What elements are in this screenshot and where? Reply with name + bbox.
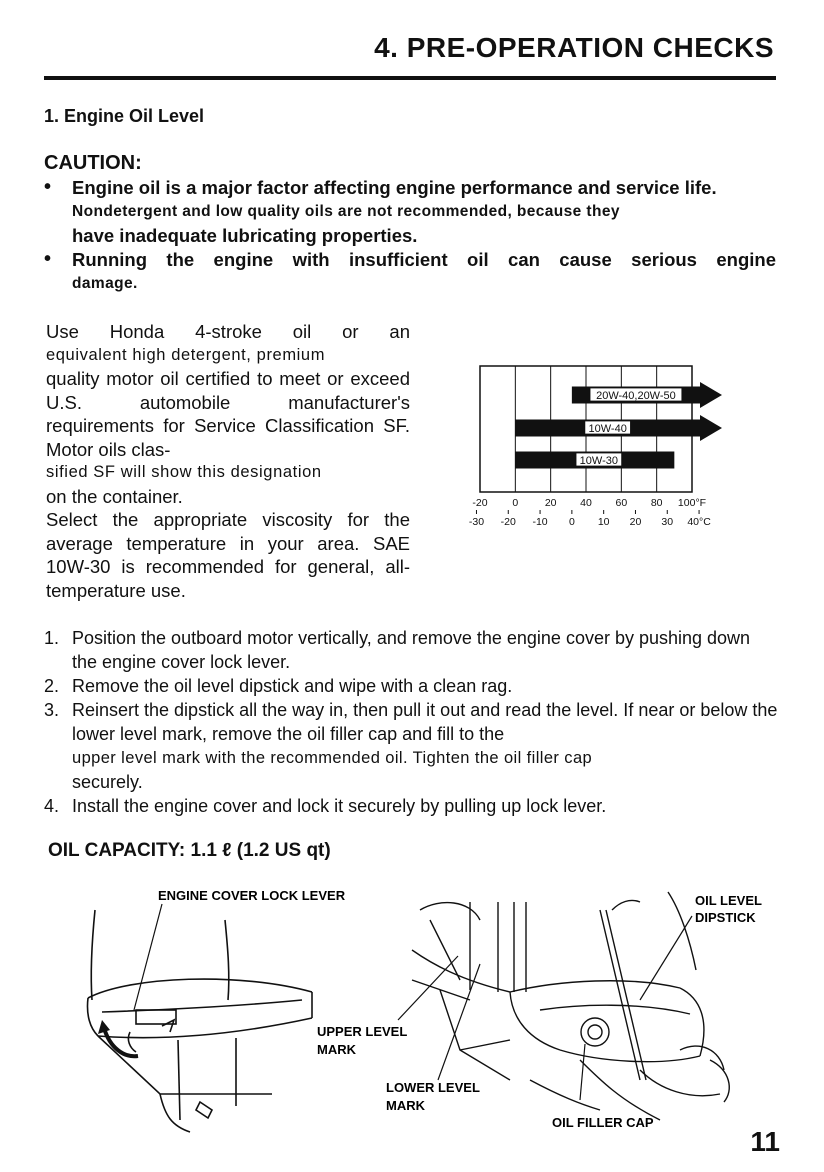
oil-capacity: OIL CAPACITY: 1.1 ℓ (1.2 US qt) (48, 840, 331, 861)
arrow-head-icon (98, 1020, 110, 1034)
intro-line: equivalent high detergent, premium (46, 345, 326, 364)
intro-paragraph (46, 320, 410, 602)
label-lower-level: LOWER LEVEL (386, 1080, 480, 1095)
label-upper-level: UPPER LEVEL (317, 1024, 408, 1039)
chart-bars (515, 382, 722, 469)
caution-item-2 (44, 248, 776, 296)
label-filler-cap: OIL FILLER CAP (552, 1115, 654, 1130)
label-dipstick: OIL LEVEL (695, 893, 762, 908)
chart-tick-label-c: -30 (468, 516, 485, 528)
page-number: 11 (750, 1126, 780, 1157)
step-text: Install the engine cover and lock it securely by pulling up lock lever. (72, 796, 607, 816)
bullet-icon: • (44, 248, 52, 270)
chart-tick-label-f: -20 (472, 497, 488, 509)
chart-bar-arrow-icon (700, 415, 722, 441)
engine-illustration-svg (40, 880, 780, 1140)
leader-lines (134, 904, 692, 1100)
header-rule (44, 76, 776, 80)
viscosity-chart-svg (440, 350, 740, 535)
chart-bar-label: 20W-40,20W-50 (596, 390, 676, 402)
step-number: 1. (44, 628, 60, 648)
intro-line: on the container. (46, 485, 183, 507)
step-text: securely. (72, 772, 143, 792)
intro-line: sified SF will show this designation (46, 463, 322, 481)
engine-illustration (40, 880, 780, 1140)
chart-tick-label-c: 20 (629, 516, 642, 528)
label-upper-level-mark: MARK (317, 1042, 356, 1057)
caution-text: Nondetergent and low quality oils are not recommended, because they (72, 203, 620, 220)
list-item (44, 698, 778, 794)
step-number: 4. (44, 796, 60, 816)
label-lower-level-mark: MARK (386, 1098, 425, 1113)
chart-tick-label-f: 20 (544, 497, 557, 509)
caution-text: Engine oil is a major factor affecting engine performance and service life. (72, 177, 717, 198)
chart-tick-label-f: 40 (580, 497, 592, 509)
chart-tick-label-f: 0 (512, 497, 519, 509)
list-item (44, 626, 778, 674)
chart-tick-label-c: 30 (661, 516, 674, 528)
list-item (44, 674, 778, 698)
chart-bar-label: 10W-30 (579, 455, 618, 467)
step-text: Position the outboard motor vertically, and remove the engine cover by pushing down the engine cover lock lever. (72, 628, 751, 672)
chart-tick-label-c: -10 (532, 516, 548, 528)
chart-tick-label-f: 80 (650, 497, 663, 509)
caution-title: CAUTION: (44, 152, 142, 174)
viscosity-chart (440, 350, 740, 535)
intro-line: Use Honda 4-stroke oil or an (46, 321, 410, 342)
bullet-icon: • (44, 176, 52, 198)
chart-bar-arrow-icon (700, 382, 722, 408)
chart-bar-label: 10W-40 (588, 423, 627, 435)
label-lock-lever: ENGINE COVER LOCK LEVER (158, 888, 346, 903)
chart-tick-label-f: 100°F (677, 497, 707, 509)
step-number: 2. (44, 676, 60, 696)
intro-line: quality motor oil certified to meet or exceed U.S. automobile manufacturer's requirements for Service Classification SF. Motor oils clas- (46, 368, 410, 460)
list-item (44, 794, 778, 818)
step-number: 3. (44, 700, 60, 720)
chart-tick-label-c: 10 (597, 516, 610, 528)
arrow-icon (104, 1028, 138, 1056)
chart-axis (469, 497, 711, 528)
engine-cover-drawing (87, 910, 312, 1132)
chart-tick-label-c: -20 (500, 516, 516, 528)
chart-tick-label-f: 60 (615, 497, 628, 509)
caution-text: damage. (72, 275, 138, 292)
chart-tick-label-c: 40°C (687, 516, 711, 528)
label-dipstick-2: DIPSTICK (695, 910, 756, 925)
step-text: Remove the oil level dipstick and wipe with a clean rag. (72, 676, 513, 696)
section-title: 1. Engine Oil Level (44, 106, 205, 126)
step-text: upper level mark with the recommended oil. Tighten the oil filler cap (72, 749, 593, 767)
page-title: 4. PRE-OPERATION CHECKS (374, 32, 774, 63)
procedure-steps (44, 626, 778, 818)
intro-line: Select the appropriate viscosity for the average temperature in your area. SAE 10W-30 is recommended for general, all-temperature use. (46, 509, 410, 601)
caution-text: Running the engine with insufficient oil can cause serious engine (72, 249, 776, 270)
chart-tick-label-c: 0 (568, 516, 575, 528)
step-text: Reinsert the dipstick all the way in, then pull it out and read the level. If near or below the lower level mark, remove the oil filler cap and fill to the (72, 700, 778, 744)
caution-item-1 (44, 176, 776, 248)
caution-text: have inadequate lubricating properties. (72, 225, 418, 246)
